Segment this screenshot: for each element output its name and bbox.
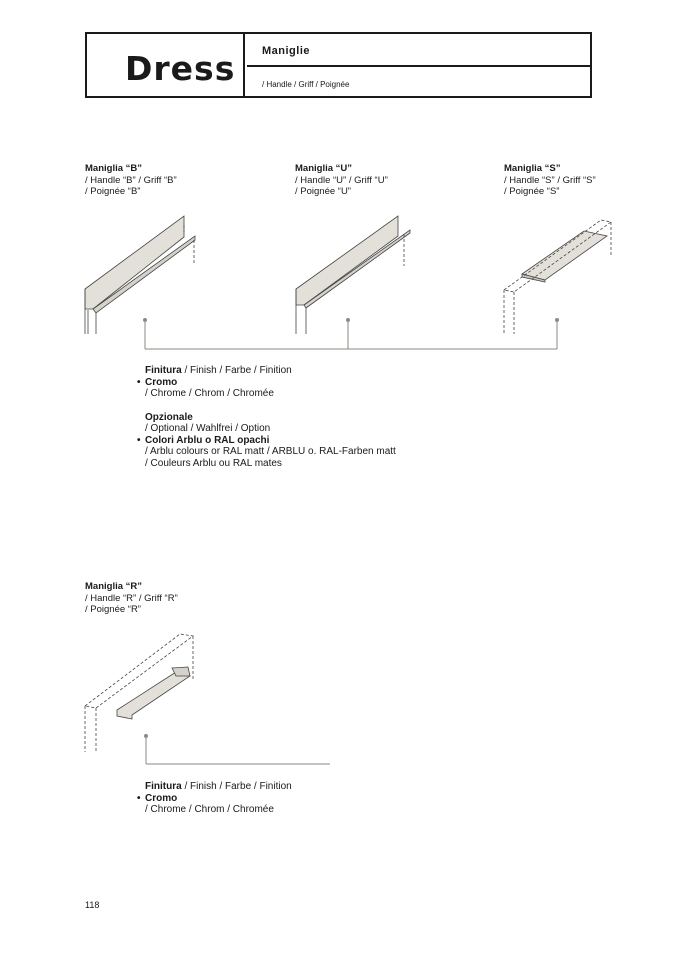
handle-b-title: Maniglia “B” (85, 163, 143, 174)
handle-b-drawing (85, 216, 195, 334)
optional-trans: / Optional / Wahlfrei / Option (145, 423, 271, 434)
page-number: 118 (85, 900, 100, 910)
handle-s-line-2: / Poignée “S” (504, 186, 560, 197)
handle-r-drawing (85, 634, 193, 752)
finish-value: • Cromo (145, 793, 292, 805)
handle-b-line-2: / Poignée “B” (85, 186, 141, 197)
handle-u-title: Maniglia “U” (295, 163, 353, 174)
page-title: Maniglie (262, 45, 311, 57)
page-subtitle: / Handle / Griff / Poignée (262, 80, 350, 89)
finish-value: • Cromo (145, 377, 396, 389)
finish-label: Finitura (145, 781, 182, 792)
handle-b-line-1: / Handle “B” / Griff “B” (85, 174, 177, 186)
handle-s-line-1: / Handle “S” / Griff “S” (504, 174, 596, 186)
optional-value-trans-1: / Arblu colours or RAL matt / ARBLU o. RAL-Farben matt (145, 446, 396, 457)
handle-u-drawing (296, 216, 410, 334)
optional-value-trans-2: / Couleurs Arblu ou RAL mates (145, 457, 282, 469)
finish-value-trans: / Chrome / Chrom / Chromée (145, 388, 274, 399)
handle-u-line-1: / Handle “U” / Griff “U” (295, 174, 388, 186)
connector-dot-bottom (144, 734, 148, 738)
finish-label-trans: / Finish / Farbe / Finition (181, 781, 292, 792)
handle-s-title: Maniglia “S” (504, 163, 561, 174)
optional-value: • Colori Arblu o RAL opachi (145, 435, 396, 447)
handle-u-line-2: / Poignée “U” (295, 186, 351, 197)
brand-name: Dress (125, 49, 236, 88)
finish-group-2 (145, 781, 292, 816)
finish-group-1 (145, 365, 396, 469)
handle-r-line-1: / Handle “R” / Griff “R” (85, 592, 178, 604)
handle-s-drawing (504, 220, 611, 334)
finish-connector-top (145, 320, 557, 349)
finish-label: Finitura (145, 365, 182, 376)
optional-label: Opzionale (145, 411, 193, 423)
handle-r-title: Maniglia “R” (85, 581, 143, 592)
connector-dots-top (143, 318, 559, 322)
finish-heading-2 (145, 781, 292, 793)
handle-r-line-2: / Poignée “R” (85, 604, 141, 615)
finish-value-trans: / Chrome / Chrom / Chromée (145, 804, 274, 815)
finish-label-trans: / Finish / Farbe / Finition (181, 365, 292, 376)
finish-heading-1 (145, 365, 396, 377)
finish-connector-bottom (146, 736, 330, 764)
